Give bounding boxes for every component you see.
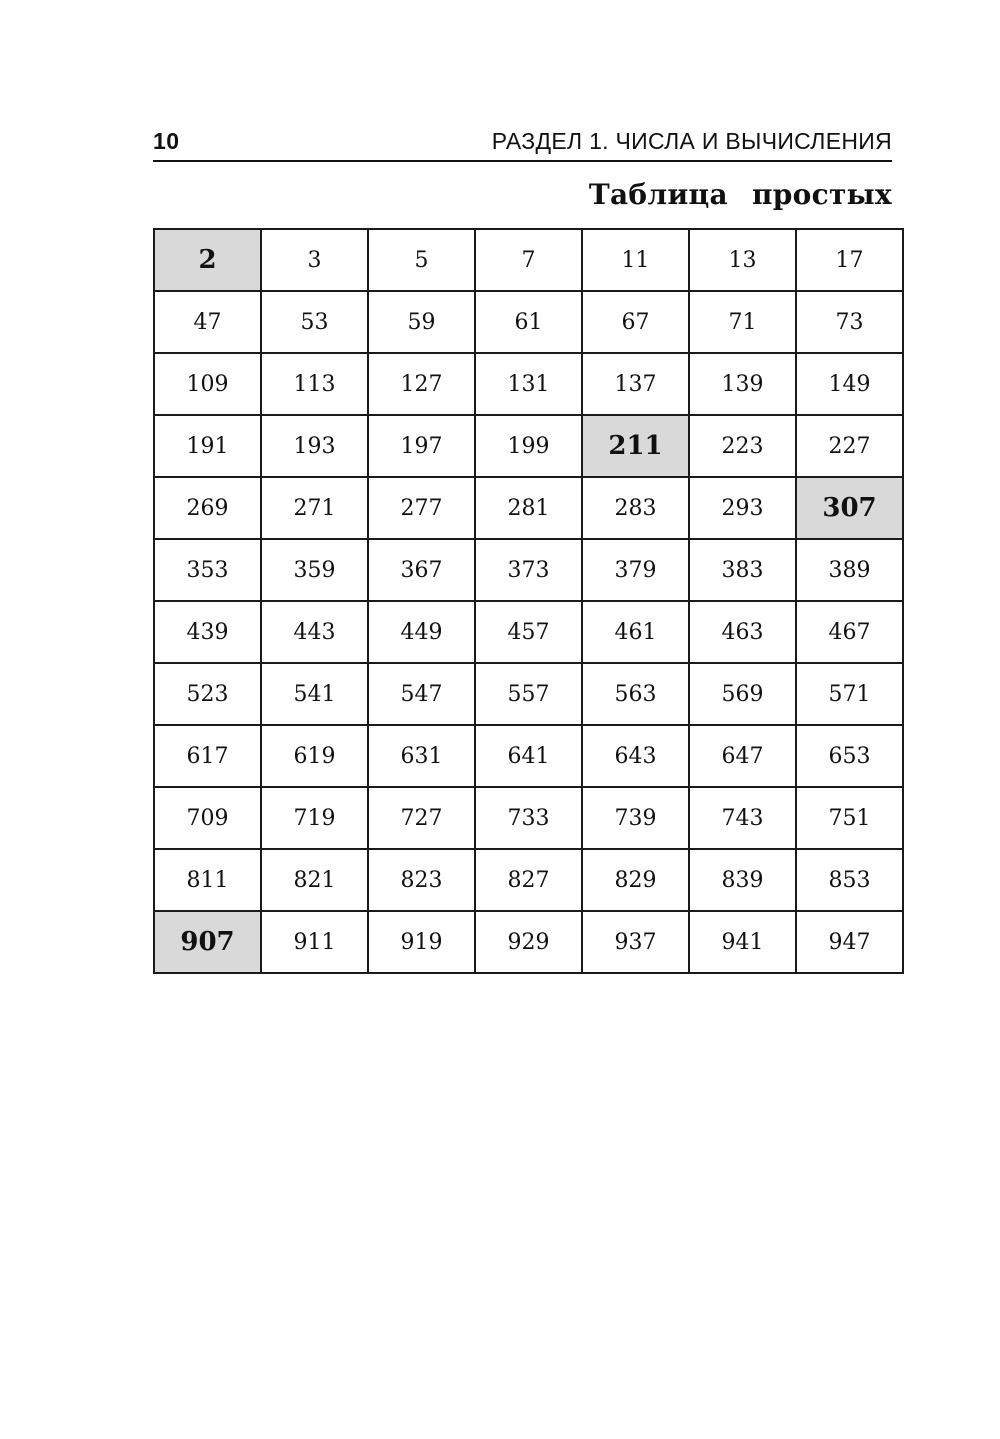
prime-cell: 839 [689,849,796,911]
table-row [154,663,903,725]
prime-cell: 5 [368,229,475,291]
prime-cell: 449 [368,601,475,663]
prime-cell: 137 [582,353,689,415]
prime-cell: 461 [582,601,689,663]
table-row [154,787,903,849]
prime-cell: 281 [475,477,582,539]
table-row [154,291,903,353]
page-number: 10 [153,128,180,154]
prime-cell: 149 [796,353,903,415]
highlighted-prime-cell: 907 [154,911,261,973]
prime-cell: 59 [368,291,475,353]
table-row [154,849,903,911]
prime-cell: 919 [368,911,475,973]
table-row [154,911,903,973]
prime-cell: 191 [154,415,261,477]
prime-cell: 61 [475,291,582,353]
prime-cell: 653 [796,725,903,787]
prime-cell: 641 [475,725,582,787]
prime-cell: 67 [582,291,689,353]
prime-cell: 617 [154,725,261,787]
prime-cell: 359 [261,539,368,601]
prime-cell: 277 [368,477,475,539]
prime-cell: 373 [475,539,582,601]
prime-cell: 73 [796,291,903,353]
prime-cell: 439 [154,601,261,663]
prime-cell: 733 [475,787,582,849]
prime-cell: 269 [154,477,261,539]
prime-cell: 271 [261,477,368,539]
prime-cell: 113 [261,353,368,415]
primes-table [153,228,904,974]
prime-cell: 811 [154,849,261,911]
prime-cell: 197 [368,415,475,477]
prime-cell: 947 [796,911,903,973]
prime-cell: 463 [689,601,796,663]
prime-cell: 541 [261,663,368,725]
prime-cell: 853 [796,849,903,911]
table-row [154,229,903,291]
prime-cell: 223 [689,415,796,477]
prime-cell: 647 [689,725,796,787]
prime-cell: 467 [796,601,903,663]
prime-cell: 131 [475,353,582,415]
table-row [154,539,903,601]
highlighted-prime-cell: 2 [154,229,261,291]
prime-cell: 823 [368,849,475,911]
prime-cell: 353 [154,539,261,601]
prime-cell: 829 [582,849,689,911]
prime-cell: 293 [689,477,796,539]
prime-cell: 643 [582,725,689,787]
prime-cell: 571 [796,663,903,725]
prime-cell: 547 [368,663,475,725]
prime-cell: 821 [261,849,368,911]
prime-cell: 739 [582,787,689,849]
highlighted-prime-cell: 307 [796,477,903,539]
prime-cell: 619 [261,725,368,787]
prime-cell: 17 [796,229,903,291]
prime-cell: 11 [582,229,689,291]
prime-cell: 631 [368,725,475,787]
prime-cell: 389 [796,539,903,601]
prime-cell: 743 [689,787,796,849]
table-row [154,415,903,477]
prime-cell: 557 [475,663,582,725]
page-header [153,124,892,162]
primes-table-body [154,229,903,973]
prime-cell: 709 [154,787,261,849]
prime-cell: 379 [582,539,689,601]
prime-cell: 53 [261,291,368,353]
prime-cell: 71 [689,291,796,353]
prime-cell: 193 [261,415,368,477]
prime-cell: 443 [261,601,368,663]
prime-cell: 139 [689,353,796,415]
prime-cell: 383 [689,539,796,601]
prime-cell: 367 [368,539,475,601]
prime-cell: 283 [582,477,689,539]
prime-cell: 827 [475,849,582,911]
prime-cell: 227 [796,415,903,477]
prime-cell: 3 [261,229,368,291]
prime-cell: 569 [689,663,796,725]
prime-cell: 47 [154,291,261,353]
prime-cell: 929 [475,911,582,973]
table-row [154,477,903,539]
prime-cell: 937 [582,911,689,973]
prime-cell: 523 [154,663,261,725]
prime-cell: 941 [689,911,796,973]
prime-cell: 719 [261,787,368,849]
prime-cell: 457 [475,601,582,663]
prime-cell: 127 [368,353,475,415]
prime-cell: 727 [368,787,475,849]
prime-cell: 13 [689,229,796,291]
table-row [154,725,903,787]
prime-cell: 751 [796,787,903,849]
prime-cell: 7 [475,229,582,291]
table-row [154,601,903,663]
table-title: Таблица простых [588,178,892,211]
prime-cell: 199 [475,415,582,477]
running-title: РАЗДЕЛ 1. ЧИСЛА И ВЫЧИСЛЕНИЯ [491,128,892,154]
prime-cell: 109 [154,353,261,415]
highlighted-prime-cell: 211 [582,415,689,477]
prime-cell: 911 [261,911,368,973]
prime-cell: 563 [582,663,689,725]
table-row [154,353,903,415]
